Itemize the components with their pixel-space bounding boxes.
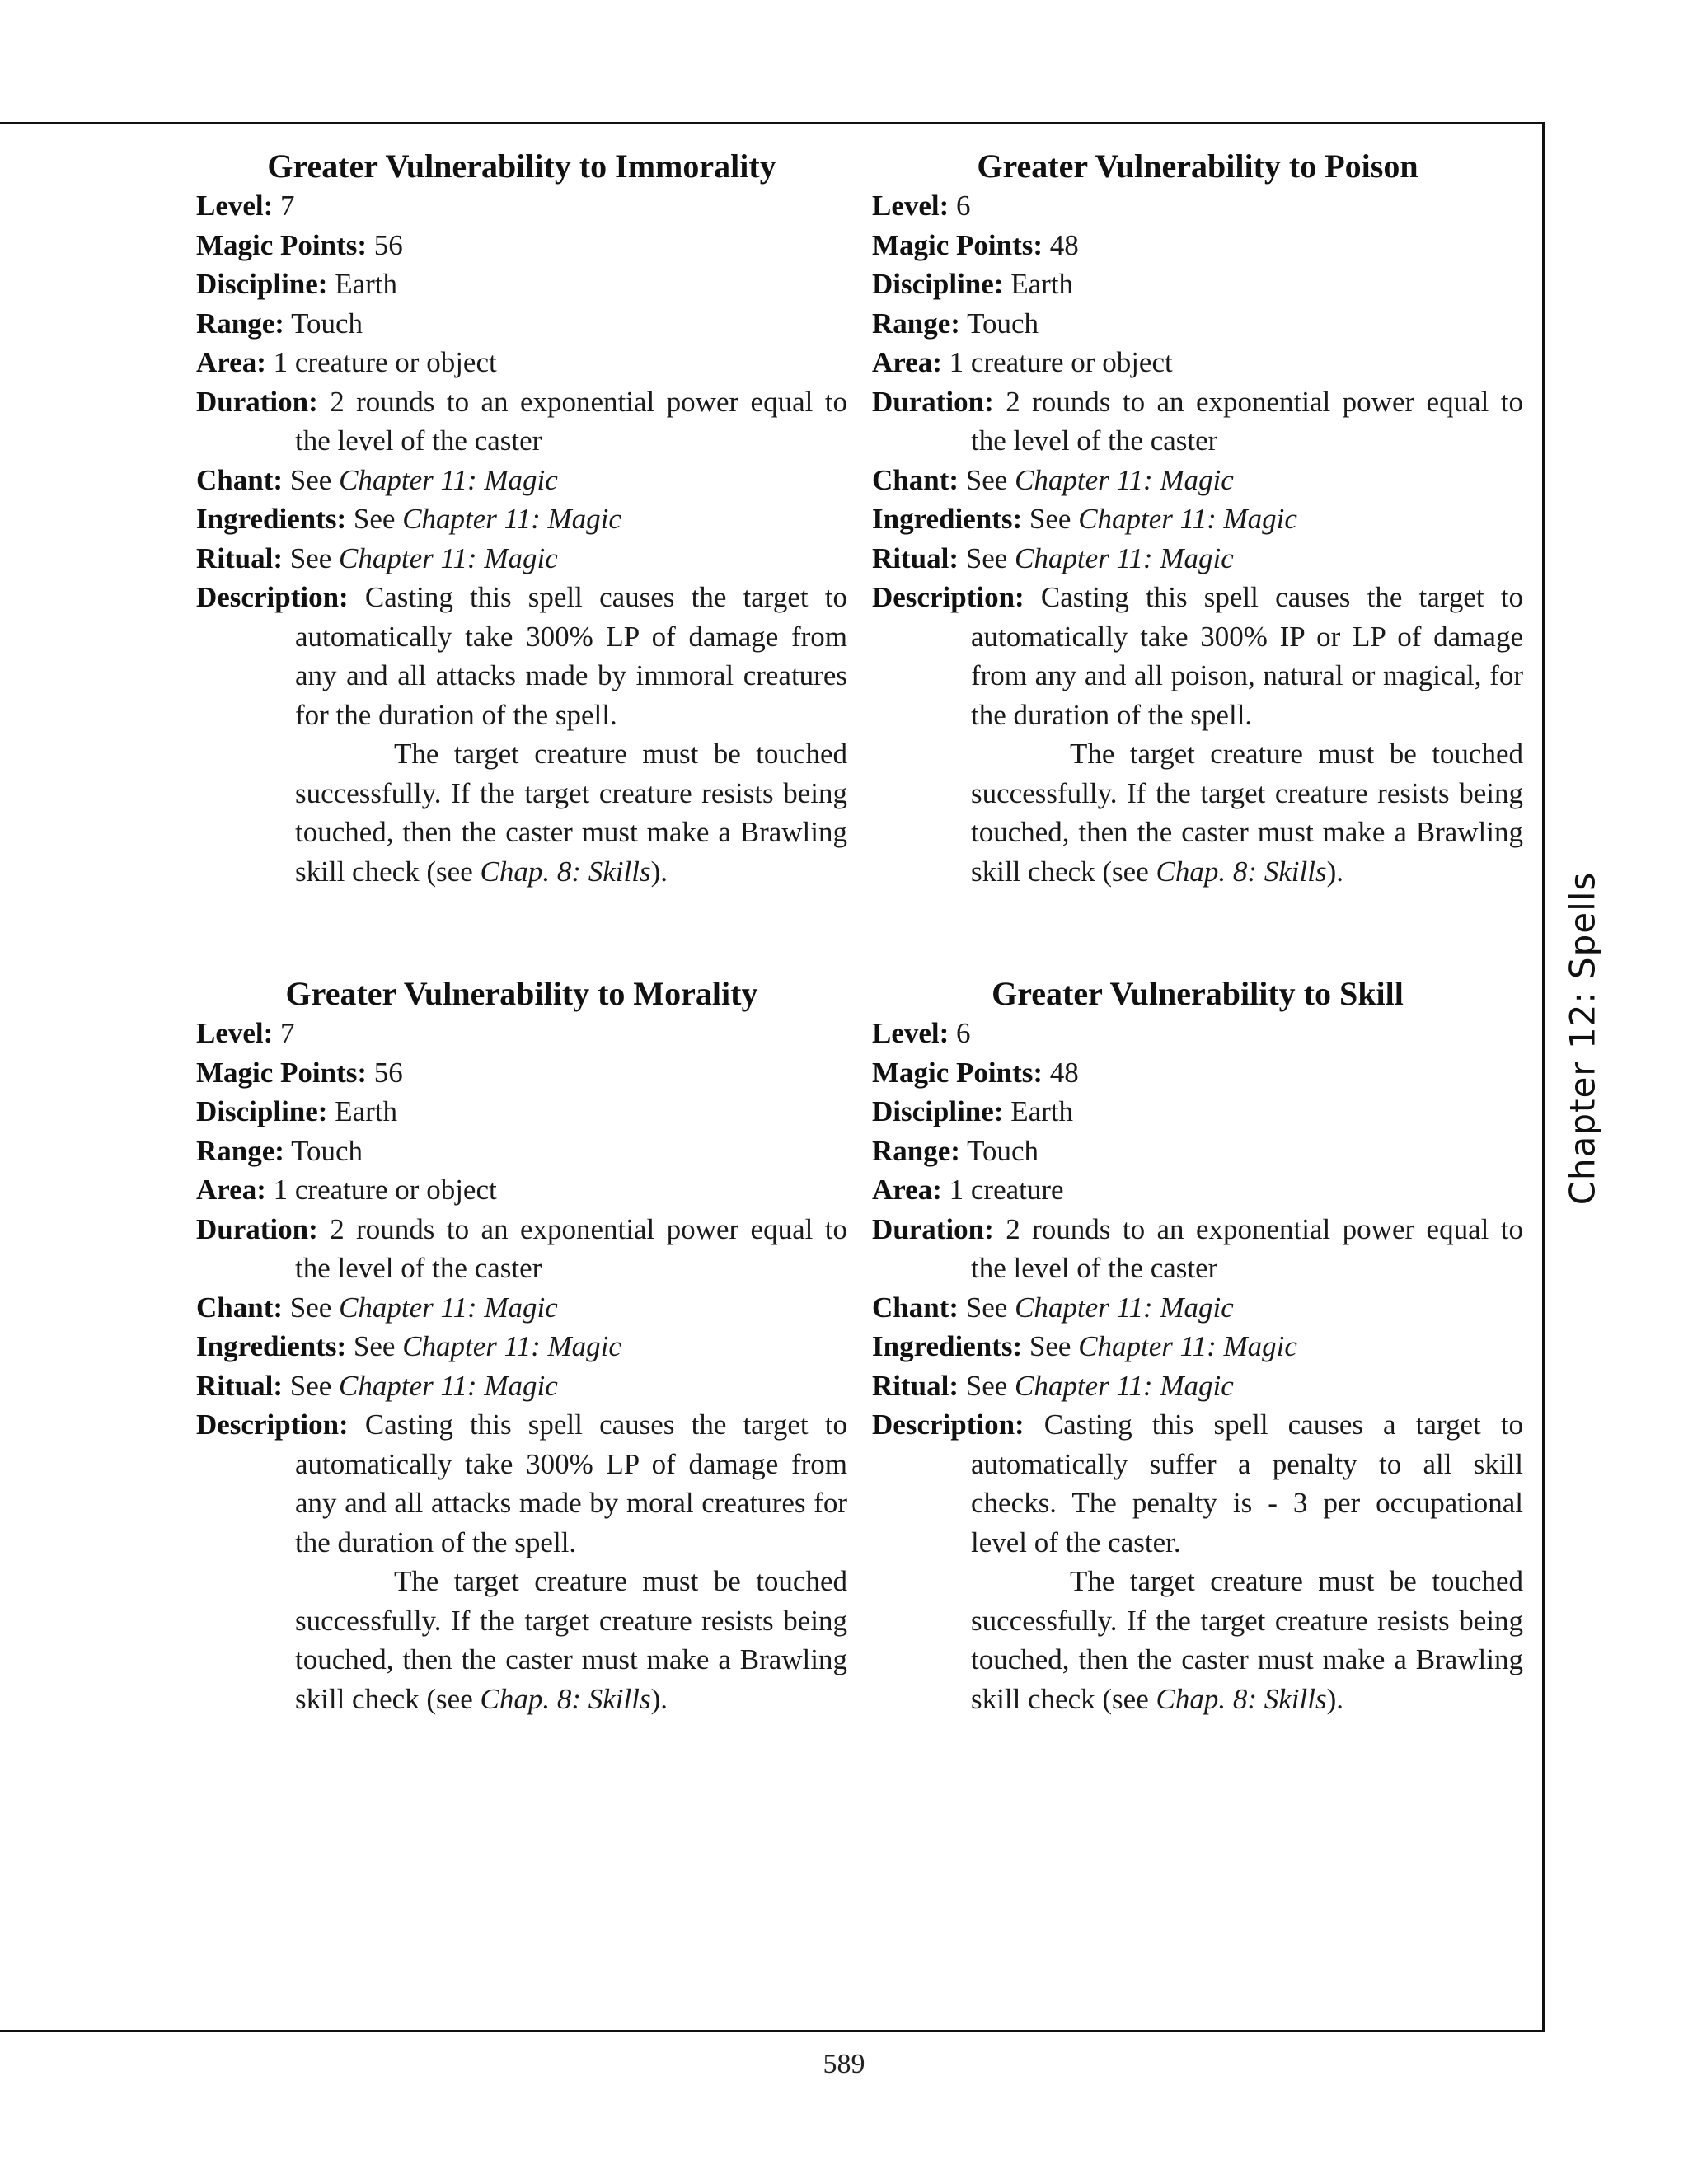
see-word: See xyxy=(289,1291,332,1324)
ritual-field xyxy=(872,539,1523,579)
range-field xyxy=(196,304,847,344)
magic-points-field xyxy=(872,226,1523,265)
see-word: See xyxy=(965,1291,1008,1324)
page-number: 589 xyxy=(823,2049,865,2079)
range-field xyxy=(872,1132,1523,1171)
range-label: Range: xyxy=(872,307,960,340)
duration-value: 2 rounds to an exponential power equal to the level of the caster xyxy=(971,1212,1524,1284)
see-word: See xyxy=(1029,1330,1071,1362)
spell-title: Greater Vulnerability to Poison xyxy=(977,148,1418,185)
chapter-reference: Chapter 11: Magic xyxy=(402,503,621,535)
chapter-reference: Chapter 11: Magic xyxy=(339,463,558,496)
chapter-reference: Chapter 11: Magic xyxy=(339,541,558,574)
skills-reference: Chap. 8: Skills xyxy=(480,1682,651,1715)
see-word: See xyxy=(353,503,396,535)
ingredients-label: Ingredients: xyxy=(196,503,347,535)
touch-text: The target creature must be touched successfully. If the target creature resists being touched, then the caster must make a Brawling skill check (see xyxy=(295,738,847,888)
description-text: Casting this spell causes a target to automatically suffer a penalty to all skill checks. The penalty is - 3 per occupational level of the caster. xyxy=(971,1408,1524,1558)
chapter-reference: Chapter 11: Magic xyxy=(1015,463,1234,496)
see-word: See xyxy=(289,1369,332,1402)
see-word: See xyxy=(965,463,1008,496)
discipline-field xyxy=(196,1092,847,1132)
chapter-reference: Chapter 11: Magic xyxy=(402,1330,621,1362)
level-value: 6 xyxy=(956,1017,971,1049)
chapter-side-tab: Chapter 12: Spells xyxy=(1562,871,1603,1206)
magic-points-label: Magic Points: xyxy=(196,1056,368,1089)
chapter-reference: Chapter 11: Magic xyxy=(339,1291,558,1324)
chapter-reference: Chapter 11: Magic xyxy=(1015,1369,1234,1402)
level-field xyxy=(872,186,1523,226)
discipline-label: Discipline: xyxy=(196,1095,328,1127)
range-label: Range: xyxy=(872,1134,960,1167)
area-label: Area: xyxy=(196,1174,266,1206)
chant-field xyxy=(872,461,1523,500)
discipline-field xyxy=(196,265,847,304)
area-field xyxy=(872,343,1523,382)
spell-entry-poison xyxy=(872,145,1523,891)
ingredients-label: Ingredients: xyxy=(872,503,1023,535)
level-label: Level: xyxy=(872,190,950,222)
ingredients-field xyxy=(872,1327,1523,1366)
description-field xyxy=(872,1405,1523,1562)
chant-field xyxy=(872,1288,1523,1328)
description-field xyxy=(196,578,847,734)
discipline-field xyxy=(872,1092,1523,1132)
description-label: Description: xyxy=(872,581,1025,613)
page-frame-bottom-rule xyxy=(0,2030,1545,2032)
skills-reference: Chap. 8: Skills xyxy=(1156,1682,1327,1715)
chant-label: Chant: xyxy=(196,463,284,496)
magic-points-value: 48 xyxy=(1049,228,1079,261)
touch-paragraph xyxy=(872,1562,1523,1718)
page-frame-right-rule xyxy=(1542,122,1545,2032)
ritual-label: Ritual: xyxy=(196,541,283,574)
discipline-field xyxy=(872,265,1523,304)
description-field xyxy=(196,1405,847,1562)
level-field xyxy=(872,1014,1523,1053)
chant-field xyxy=(196,461,847,500)
range-field xyxy=(872,304,1523,344)
touch-text-end: ). xyxy=(1326,1682,1343,1715)
description-text: Casting this spell causes the target to automatically take 300% LP of damage from any and all attacks made by moral creatures for the duration of the spell. xyxy=(295,1408,847,1558)
duration-label: Duration: xyxy=(196,1212,318,1245)
area-value: 1 creature or object xyxy=(273,1174,497,1206)
duration-field xyxy=(196,382,847,461)
duration-field xyxy=(872,1210,1523,1288)
discipline-value: Earth xyxy=(1010,1095,1073,1127)
duration-field xyxy=(872,382,1523,461)
ritual-label: Ritual: xyxy=(872,541,959,574)
touch-text-end: ). xyxy=(650,1682,668,1715)
range-label: Range: xyxy=(196,1134,284,1167)
ingredients-field xyxy=(196,1327,847,1366)
magic-points-value: 56 xyxy=(373,1056,403,1089)
area-value: 1 creature xyxy=(949,1174,1064,1206)
spell-title: Greater Vulnerability to Morality xyxy=(285,975,758,1012)
chapter-reference: Chapter 11: Magic xyxy=(1015,1291,1234,1324)
chapter-reference: Chapter 11: Magic xyxy=(1078,1330,1297,1362)
ingredients-label: Ingredients: xyxy=(872,1330,1023,1362)
page-frame-top-rule xyxy=(0,122,1545,124)
area-value: 1 creature or object xyxy=(273,346,497,378)
ingredients-label: Ingredients: xyxy=(196,1330,347,1362)
range-field xyxy=(196,1132,847,1171)
range-value: Touch xyxy=(967,307,1039,340)
discipline-value: Earth xyxy=(1010,268,1073,300)
area-value: 1 creature or object xyxy=(949,346,1173,378)
area-label: Area: xyxy=(196,346,266,378)
duration-label: Duration: xyxy=(196,385,318,418)
duration-value: 2 rounds to an exponential power equal to the level of the caster xyxy=(295,385,848,457)
level-label: Level: xyxy=(196,1017,274,1049)
see-word: See xyxy=(289,541,332,574)
description-label: Description: xyxy=(872,1408,1025,1441)
see-word: See xyxy=(289,463,332,496)
duration-value: 2 rounds to an exponential power equal to the level of the caster xyxy=(971,385,1524,457)
magic-points-value: 48 xyxy=(1049,1056,1079,1089)
discipline-label: Discipline: xyxy=(196,268,328,300)
touch-paragraph xyxy=(196,734,847,891)
spell-title: Greater Vulnerability to Immorality xyxy=(267,148,776,185)
level-label: Level: xyxy=(872,1017,950,1049)
touch-text: The target creature must be touched successfully. If the target creature resists being touched, then the caster must make a Brawling skill check (see xyxy=(295,1565,847,1715)
ingredients-field xyxy=(196,499,847,539)
area-label: Area: xyxy=(872,1174,942,1206)
chapter-reference: Chapter 11: Magic xyxy=(339,1369,558,1402)
magic-points-label: Magic Points: xyxy=(872,1056,1043,1089)
area-field xyxy=(196,1170,847,1210)
chant-label: Chant: xyxy=(872,463,959,496)
magic-points-label: Magic Points: xyxy=(872,228,1043,261)
range-value: Touch xyxy=(291,307,363,340)
skills-reference: Chap. 8: Skills xyxy=(1156,855,1327,888)
see-word: See xyxy=(965,541,1008,574)
discipline-value: Earth xyxy=(335,268,397,300)
touch-text: The target creature must be touched successfully. If the target creature resists being touched, then the caster must make a Brawling skill check (see xyxy=(971,1565,1523,1715)
duration-value: 2 rounds to an exponential power equal to the level of the caster xyxy=(295,1212,848,1284)
range-label: Range: xyxy=(196,307,284,340)
duration-label: Duration: xyxy=(872,1212,994,1245)
area-field xyxy=(196,343,847,382)
see-word: See xyxy=(965,1369,1008,1402)
level-field xyxy=(196,1014,847,1053)
touch-text: The target creature must be touched successfully. If the target creature resists being touched, then the caster must make a Brawling skill check (see xyxy=(971,738,1523,888)
chant-label: Chant: xyxy=(872,1291,959,1324)
discipline-label: Discipline: xyxy=(872,268,1004,300)
range-value: Touch xyxy=(967,1134,1039,1167)
touch-text-end: ). xyxy=(650,855,668,888)
spell-entry-immorality xyxy=(196,145,847,891)
discipline-value: Earth xyxy=(335,1095,397,1127)
level-value: 6 xyxy=(956,190,971,222)
magic-points-field xyxy=(196,1053,847,1093)
ritual-field xyxy=(872,1366,1523,1406)
description-field xyxy=(872,578,1523,734)
chant-field xyxy=(196,1288,847,1328)
magic-points-field xyxy=(196,226,847,265)
level-value: 7 xyxy=(280,190,295,222)
chapter-reference: Chapter 11: Magic xyxy=(1015,541,1234,574)
touch-paragraph xyxy=(196,1562,847,1718)
description-label: Description: xyxy=(196,1408,349,1441)
level-value: 7 xyxy=(280,1017,295,1049)
ritual-label: Ritual: xyxy=(872,1369,959,1402)
ritual-field xyxy=(196,1366,847,1406)
spell-entry-skill xyxy=(872,972,1523,1718)
see-word: See xyxy=(1029,503,1071,535)
area-label: Area: xyxy=(872,346,942,378)
magic-points-field xyxy=(872,1053,1523,1093)
skills-reference: Chap. 8: Skills xyxy=(480,855,651,888)
spell-title: Greater Vulnerability to Skill xyxy=(992,975,1404,1012)
magic-points-label: Magic Points: xyxy=(196,228,368,261)
chapter-reference: Chapter 11: Magic xyxy=(1078,503,1297,535)
area-field xyxy=(872,1170,1523,1210)
see-word: See xyxy=(353,1330,396,1362)
ritual-field xyxy=(196,539,847,579)
touch-paragraph xyxy=(872,734,1523,891)
ingredients-field xyxy=(872,499,1523,539)
level-label: Level: xyxy=(196,190,274,222)
chant-label: Chant: xyxy=(196,1291,284,1324)
description-label: Description: xyxy=(196,581,349,613)
spell-entry-morality xyxy=(196,972,847,1718)
discipline-label: Discipline: xyxy=(872,1095,1004,1127)
touch-text-end: ). xyxy=(1326,855,1343,888)
ritual-label: Ritual: xyxy=(196,1369,283,1402)
magic-points-value: 56 xyxy=(373,228,403,261)
level-field xyxy=(196,186,847,226)
description-text: Casting this spell causes the target to automatically take 300% IP or LP of damage from any and all poison, natural or magical, for the duration of the spell. xyxy=(971,581,1523,731)
duration-field xyxy=(196,1210,847,1288)
duration-label: Duration: xyxy=(872,385,994,418)
description-text: Casting this spell causes the target to automatically take 300% LP of damage from any and all attacks made by immoral creatures for the duration of the spell. xyxy=(295,581,847,731)
range-value: Touch xyxy=(291,1134,363,1167)
